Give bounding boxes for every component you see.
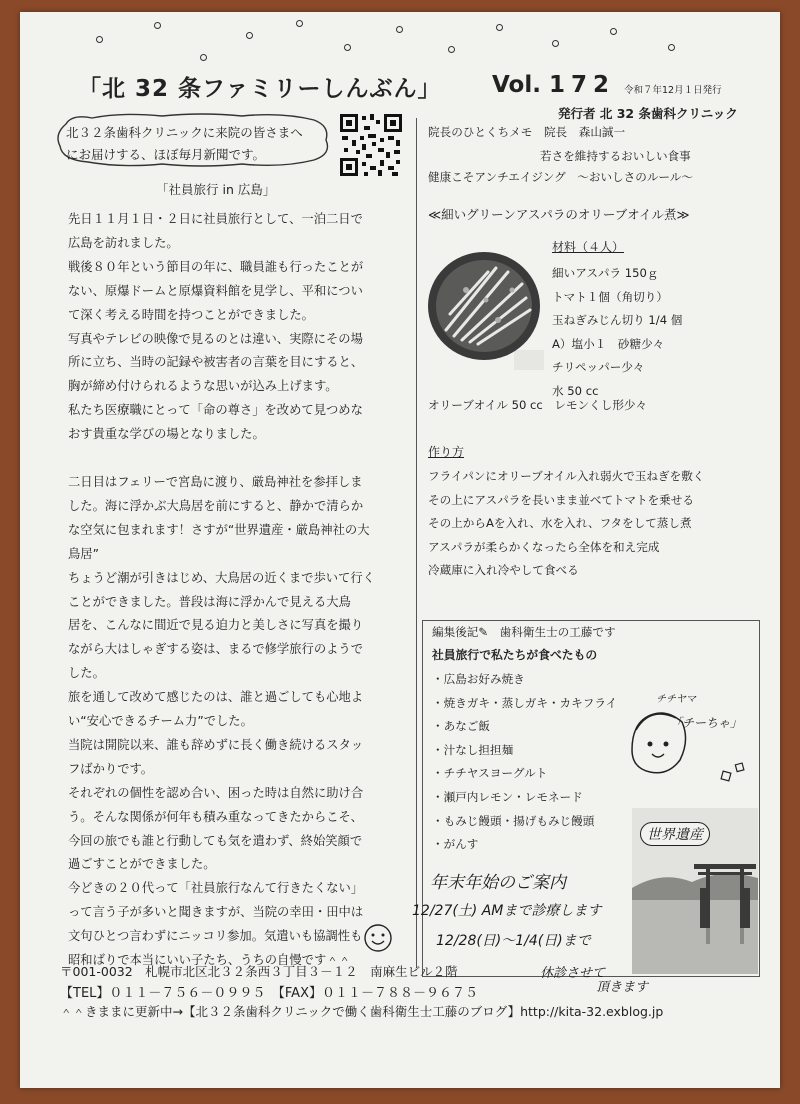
holiday-line-2: 12/28(日)～1/4(日)まで — [436, 933, 591, 949]
article-line: う。そんな関係が何年も積み重なってきたからこそ、 — [68, 809, 363, 824]
ingredient-item: 水 50 cc — [552, 383, 599, 398]
mascot-name-top: チチヤマ — [656, 694, 696, 705]
method-heading: 作り方 — [428, 445, 465, 459]
ingredients-list — [552, 262, 682, 403]
food-item: ・汁なし担担麺 — [432, 742, 514, 757]
method-step: アスパラが柔らかくなったら全体を和え完成 — [428, 539, 660, 554]
article-line: 私たち医療職にとって「命の尊さ」を改めて見つめな — [68, 403, 363, 418]
newsletter-title: 「北 32 条ファミリーしんぶん」 — [78, 76, 442, 102]
article-line: 戦後８０年という節目の年に、職員誰も行ったことが — [68, 259, 364, 274]
food-item: ・あなご飯 — [432, 719, 490, 734]
article-line: 旅を通して改めて感じたのは、誰と過ごしても心地よ — [68, 690, 364, 705]
issue-date: 令和７年12月１日発行 — [624, 85, 722, 96]
article-line: 広島を訪れました。 — [68, 235, 179, 250]
article-line: って言う子が多いと聞きますが、当院の幸田・田中は — [68, 905, 364, 920]
method-step: その上からAを入れ、水を入れ、フタをして蒸し煮 — [428, 516, 692, 530]
mascot-drawing — [624, 700, 754, 790]
article-line: 二日目はフェリーで宮島に渡り、厳島神社を参拝しま — [68, 474, 363, 489]
ingredient-item: チリペッパー少々 — [552, 360, 645, 374]
article-line: 胸が締め付けられるような思いが込み上げます。 — [68, 379, 338, 394]
ingredients-heading: 材料（４人） — [552, 240, 625, 254]
holiday-title: 年末年始のご案内 — [430, 873, 566, 893]
article-line: 昭和ばりで本当にいい子たち、うちの自慢です＾＾ — [68, 953, 351, 968]
article-title: 「社員旅行 in 広島」 — [156, 182, 276, 197]
article-line: 今どきの２０代って「社員旅行なんて行きたくない」 — [68, 881, 364, 896]
article-line: した。 — [68, 666, 105, 681]
recipe-title: ≪細いグリーンアスパラのオリーブオイル煮≫ — [428, 207, 690, 222]
article-line: 居を、こんなに間近で見る迫力と美しさに写真を撮り — [68, 618, 364, 633]
ingredient-item: トマト１個（角切り） — [552, 289, 668, 304]
article-line: それぞれの個性を認め合い、困った時は自然に助け合 — [68, 785, 364, 800]
qr-code[interactable] — [338, 112, 404, 178]
blog-link[interactable]: ＾＾きままに更新中→【北３２条歯科クリニックで働く歯科衛生士工藤のブログ】http://kita-32.exblog.jp — [60, 1004, 664, 1019]
publisher: 発行者 北 32 条歯科クリニック — [558, 106, 738, 121]
food-item: ・がんす — [432, 837, 479, 852]
asparagus-dish-photo — [426, 250, 544, 370]
world-heritage-label: 世界遺産 — [640, 822, 710, 846]
ingredient-olive-line: オリーブオイル 50 cc レモンくし形少々 — [428, 398, 648, 412]
article-line: 今回の旅でも誰と行動しても気を遣わず、終始笑顔で — [68, 833, 363, 848]
holiday-line-4: 頂きます — [596, 980, 649, 995]
article-line: 所に立ち、当時の記録や被害者の言葉を目にすると、 — [68, 355, 364, 370]
method-step: その上にアスパラを長いまま並べてトマトを乗せる — [428, 492, 694, 507]
article-line: 写真やテレビの映像で見るのとは違い、実際にその場 — [68, 331, 363, 346]
food-list — [432, 668, 617, 857]
food-item: ・チチヤスヨーグルト — [432, 766, 548, 781]
article-line: て深く考える時間を持つことができました。 — [68, 307, 314, 322]
clinic-address: 〒001-0032 札幌市北区北３２条西３丁目３－１２ 南麻生ビル２階 — [60, 964, 458, 979]
intro-cloud-text: 北３２条歯科クリニックに来院の皆さまへ にお届けする、ほぼ毎月新聞です。 — [66, 125, 303, 162]
article-line: ちょうど潮が引きはじめ、大鳥居の近くまで歩いて行く — [68, 570, 375, 585]
editor-note-subtitle: 社員旅行で私たちが食べたもの — [432, 648, 598, 662]
ingredient-item: A）塩小１ 砂糖少々 — [552, 336, 665, 351]
article-line — [68, 447, 406, 471]
food-item: ・焼きガキ・蒸しガキ・カキフライ — [432, 695, 618, 710]
memo-tagline: 健康こそアンチエイジング ～おいしさのルール～ — [428, 170, 693, 184]
clinic-phone-fax[interactable]: 【TEL】０１１－７５６－０９９５ 【FAX】０１１－７８８－９６７５ — [60, 986, 478, 1001]
article-line: な空気に包まれます！さすが“世界遺産・厳島神社の大 — [68, 522, 370, 537]
method-step: フライパンにオリーブオイル入れ弱火で玉ねぎを敷く — [428, 469, 705, 483]
article-line: フばかりです。 — [68, 761, 154, 776]
editor-note-header: 編集後記✎ 歯科衛生士の工藤です — [432, 625, 616, 639]
article-line: 先日１１月１日・２日に社員旅行として、一泊二日で — [68, 212, 363, 226]
memo-subtitle: 若さを維持するおいしい食事 — [540, 149, 691, 163]
column-divider — [416, 118, 417, 968]
article-line: 過ごすことができました。 — [68, 857, 216, 872]
holiday-line-1: 12/27(土) AMまで診療します — [412, 903, 602, 919]
volume-label: Vol. 172 — [492, 72, 615, 98]
article-body — [68, 208, 406, 973]
method-list — [428, 465, 704, 583]
food-item: ・瀬戸内レモン・レモネード — [432, 789, 583, 804]
food-item: ・もみじ饅頭・揚げもみじ饅頭 — [432, 813, 595, 828]
holiday-line-3: 休診させて — [540, 966, 606, 981]
article-line: ながら大はしゃぎする姿は、まるで修学旅行のようで — [68, 642, 364, 657]
mascot-name: 「チーちゃ」 — [670, 716, 743, 730]
article-line: ことができました。普段は海に浮かんで見える大鳥 — [68, 594, 351, 609]
memo-header: 院長のひとくちメモ 院長 森山誠一 — [428, 125, 626, 139]
food-item: ・広島お好み焼き — [432, 672, 525, 686]
article-line: ない、原爆ドームと原爆資料館を見学し、平和につい — [68, 283, 363, 298]
ingredient-item: 細いアスパラ 150ｇ — [552, 266, 659, 280]
article-line: 当院は開院以来、誰も辞めずに長く働き続けるスタッ — [68, 737, 364, 752]
article-line: おす貴重な学びの場となりました。 — [68, 427, 265, 442]
method-step: 冷蔵庫に入れ冷やして食べる — [428, 563, 579, 577]
ingredient-item: 玉ねぎみじん切り 1/4 個 — [552, 313, 683, 327]
article-line: した。海に浮かぶ大鳥居を前にすると、静かで清らか — [68, 498, 364, 513]
smiley-doodle — [358, 922, 398, 954]
article-line: い“安心できるチーム力”でした。 — [68, 714, 253, 729]
article-line: 鳥居” — [68, 546, 99, 561]
article-line: 文句ひとつ言わずにニッコリ参加。気遣いも協調性も — [68, 929, 363, 944]
